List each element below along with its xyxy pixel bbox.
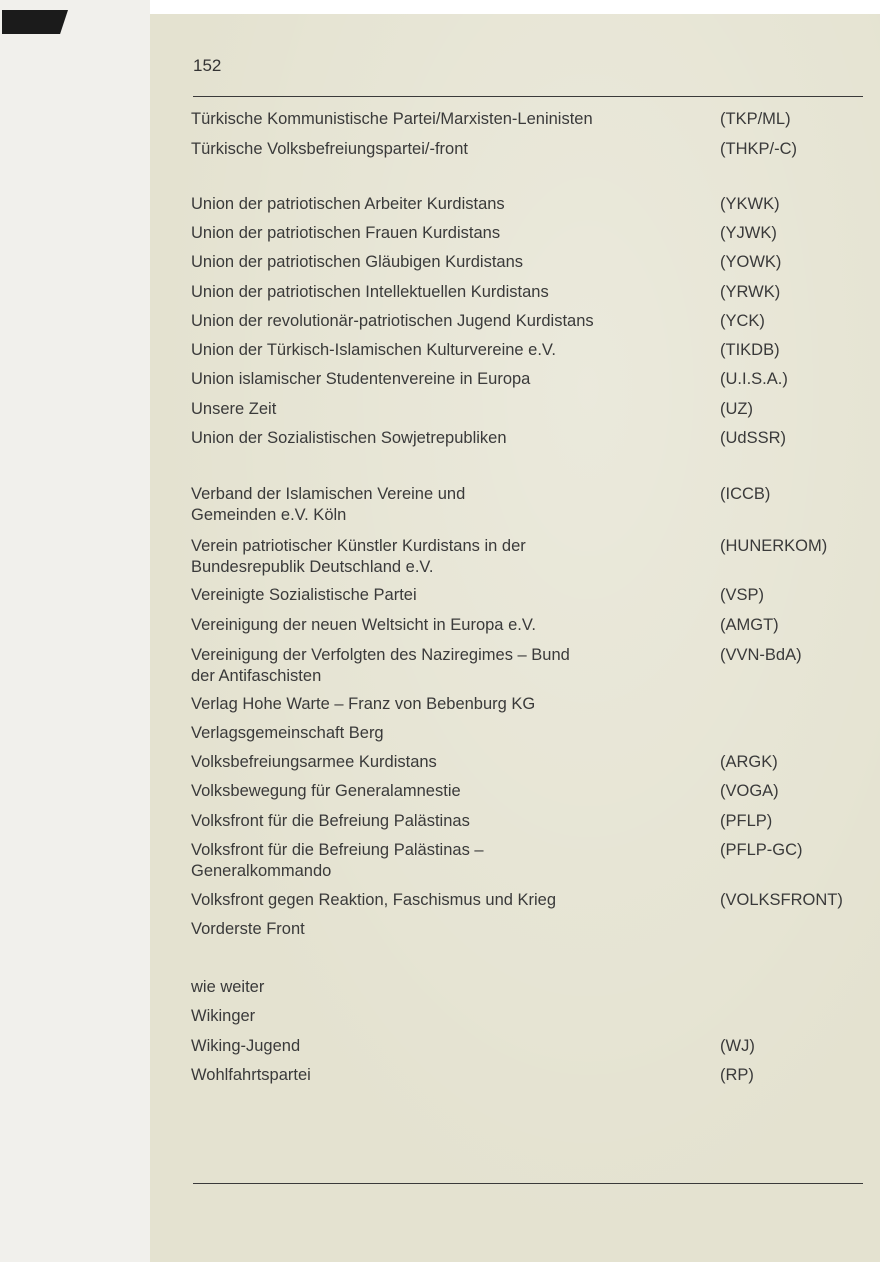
entry-abbreviation: (TIKDB) bbox=[720, 341, 780, 359]
entry-name: Verlagsgemeinschaft Berg bbox=[191, 724, 384, 742]
entry-abbreviation: (YCK) bbox=[720, 312, 765, 330]
entry-name: Vereinigte Sozialistische Partei bbox=[191, 586, 417, 604]
scan-corner-mark bbox=[2, 10, 68, 34]
list-item bbox=[191, 919, 851, 940]
list-item bbox=[191, 645, 851, 687]
entry-name: wie weiter bbox=[191, 978, 265, 996]
list-item bbox=[191, 585, 851, 606]
entry-name: Vereinigung der Verfolgten des Naziregimes – Bund der Antifaschisten bbox=[191, 646, 570, 685]
list-item bbox=[191, 223, 851, 244]
entry-abbreviation: (YOWK) bbox=[720, 253, 782, 271]
list-item bbox=[191, 1006, 851, 1027]
entry-name: Union der revolutionär-patriotischen Jugend Kurdistans bbox=[191, 312, 594, 330]
entry-name: Union der patriotischen Arbeiter Kurdistans bbox=[191, 195, 505, 213]
list-item bbox=[191, 252, 851, 273]
list-item bbox=[191, 428, 851, 449]
entry-name: Vereinigung der neuen Weltsicht in Europa e.V. bbox=[191, 616, 536, 634]
left-margin bbox=[0, 0, 150, 1262]
entry-name: Union islamischer Studentenvereine in Europa bbox=[191, 370, 531, 388]
entry-abbreviation: (VSP) bbox=[720, 586, 765, 604]
entry-abbreviation: (YRWK) bbox=[720, 283, 781, 301]
entry-abbreviation: (PFLP-GC) bbox=[720, 841, 803, 859]
list-item bbox=[191, 694, 851, 715]
list-item bbox=[191, 369, 851, 390]
list-item bbox=[191, 723, 851, 744]
entry-abbreviation: (VVN-BdA) bbox=[720, 646, 802, 664]
entry-name: Türkische Kommunistische Partei/Marxisten-Leninisten bbox=[191, 110, 593, 128]
entry-name: Union der Sozialistischen Sowjetrepubliken bbox=[191, 429, 507, 447]
entry-abbreviation: (VOGA) bbox=[720, 782, 779, 800]
bottom-rule bbox=[193, 1183, 863, 1184]
list-item bbox=[191, 536, 851, 578]
list-item bbox=[191, 840, 851, 882]
list-item bbox=[191, 311, 851, 332]
entry-abbreviation: (PFLP) bbox=[720, 812, 773, 830]
entry-abbreviation: (YJWK) bbox=[720, 224, 777, 242]
entry-abbreviation: (UdSSR) bbox=[720, 429, 787, 447]
entry-abbreviation: (VOLKSFRONT) bbox=[720, 891, 843, 909]
entry-name: Unsere Zeit bbox=[191, 400, 277, 418]
list-item bbox=[191, 194, 851, 215]
entry-name: Wiking-Jugend bbox=[191, 1037, 301, 1055]
entry-name: Volksfront gegen Reaktion, Faschismus und Krieg bbox=[191, 891, 557, 909]
list-item bbox=[191, 340, 851, 361]
list-item bbox=[191, 282, 851, 303]
entry-name: Union der patriotischen Intellektuellen Kurdistans bbox=[191, 283, 549, 301]
entry-name: Volksbefreiungsarmee Kurdistans bbox=[191, 753, 437, 771]
entry-abbreviation: (YKWK) bbox=[720, 195, 780, 213]
entry-name: Wohlfahrtspartei bbox=[191, 1066, 311, 1084]
list-item bbox=[191, 1036, 851, 1057]
entry-abbreviation: (AMGT) bbox=[720, 616, 779, 634]
entry-abbreviation: (ARGK) bbox=[720, 753, 778, 771]
entry-abbreviation: (ICCB) bbox=[720, 485, 771, 503]
list-item bbox=[191, 399, 851, 420]
entry-name: Türkische Volksbefreiungspartei/-front bbox=[191, 140, 468, 158]
list-item bbox=[191, 1065, 851, 1086]
entry-name: Vorderste Front bbox=[191, 920, 305, 938]
entry-abbreviation: (RP) bbox=[720, 1066, 754, 1084]
entry-name: Union der patriotischen Frauen Kurdistans bbox=[191, 224, 501, 242]
entry-abbreviation: (U.I.S.A.) bbox=[720, 370, 788, 388]
page-number: 152 bbox=[193, 56, 222, 75]
top-rule bbox=[193, 96, 863, 97]
list-item bbox=[191, 139, 851, 160]
entry-name: Volksbewegung für Generalamnestie bbox=[191, 782, 461, 800]
entry-abbreviation: (THKP/-C) bbox=[720, 140, 797, 158]
entry-name: Volksfront für die Befreiung Palästinas bbox=[191, 812, 470, 830]
list-item bbox=[191, 484, 851, 526]
list-item bbox=[191, 752, 851, 773]
list-item bbox=[191, 811, 851, 832]
list-item bbox=[191, 890, 851, 911]
entry-abbreviation: (HUNERKOM) bbox=[720, 537, 828, 555]
entry-name: Volksfront für die Befreiung Palästinas – Generalkommando bbox=[191, 841, 484, 880]
entry-abbreviation: (TKP/ML) bbox=[720, 110, 791, 128]
entry-name: Wikinger bbox=[191, 1007, 256, 1025]
entry-name: Verband der Islamischen Vereine und Gemeinden e.V. Köln bbox=[191, 485, 466, 524]
entry-abbreviation: (WJ) bbox=[720, 1037, 755, 1055]
entry-name: Union der Türkisch-Islamischen Kulturvereine e.V. bbox=[191, 341, 557, 359]
list-item bbox=[191, 977, 851, 998]
list-item bbox=[191, 109, 851, 130]
entry-name: Verein patriotischer Künstler Kurdistans in der Bundesrepublik Deutschland e.V. bbox=[191, 537, 526, 576]
entry-name: Verlag Hohe Warte – Franz von Bebenburg KG bbox=[191, 695, 536, 713]
list-item bbox=[191, 781, 851, 802]
entry-abbreviation: (UZ) bbox=[720, 400, 753, 418]
entry-name: Union der patriotischen Gläubigen Kurdistans bbox=[191, 253, 524, 271]
list-item bbox=[191, 615, 851, 636]
